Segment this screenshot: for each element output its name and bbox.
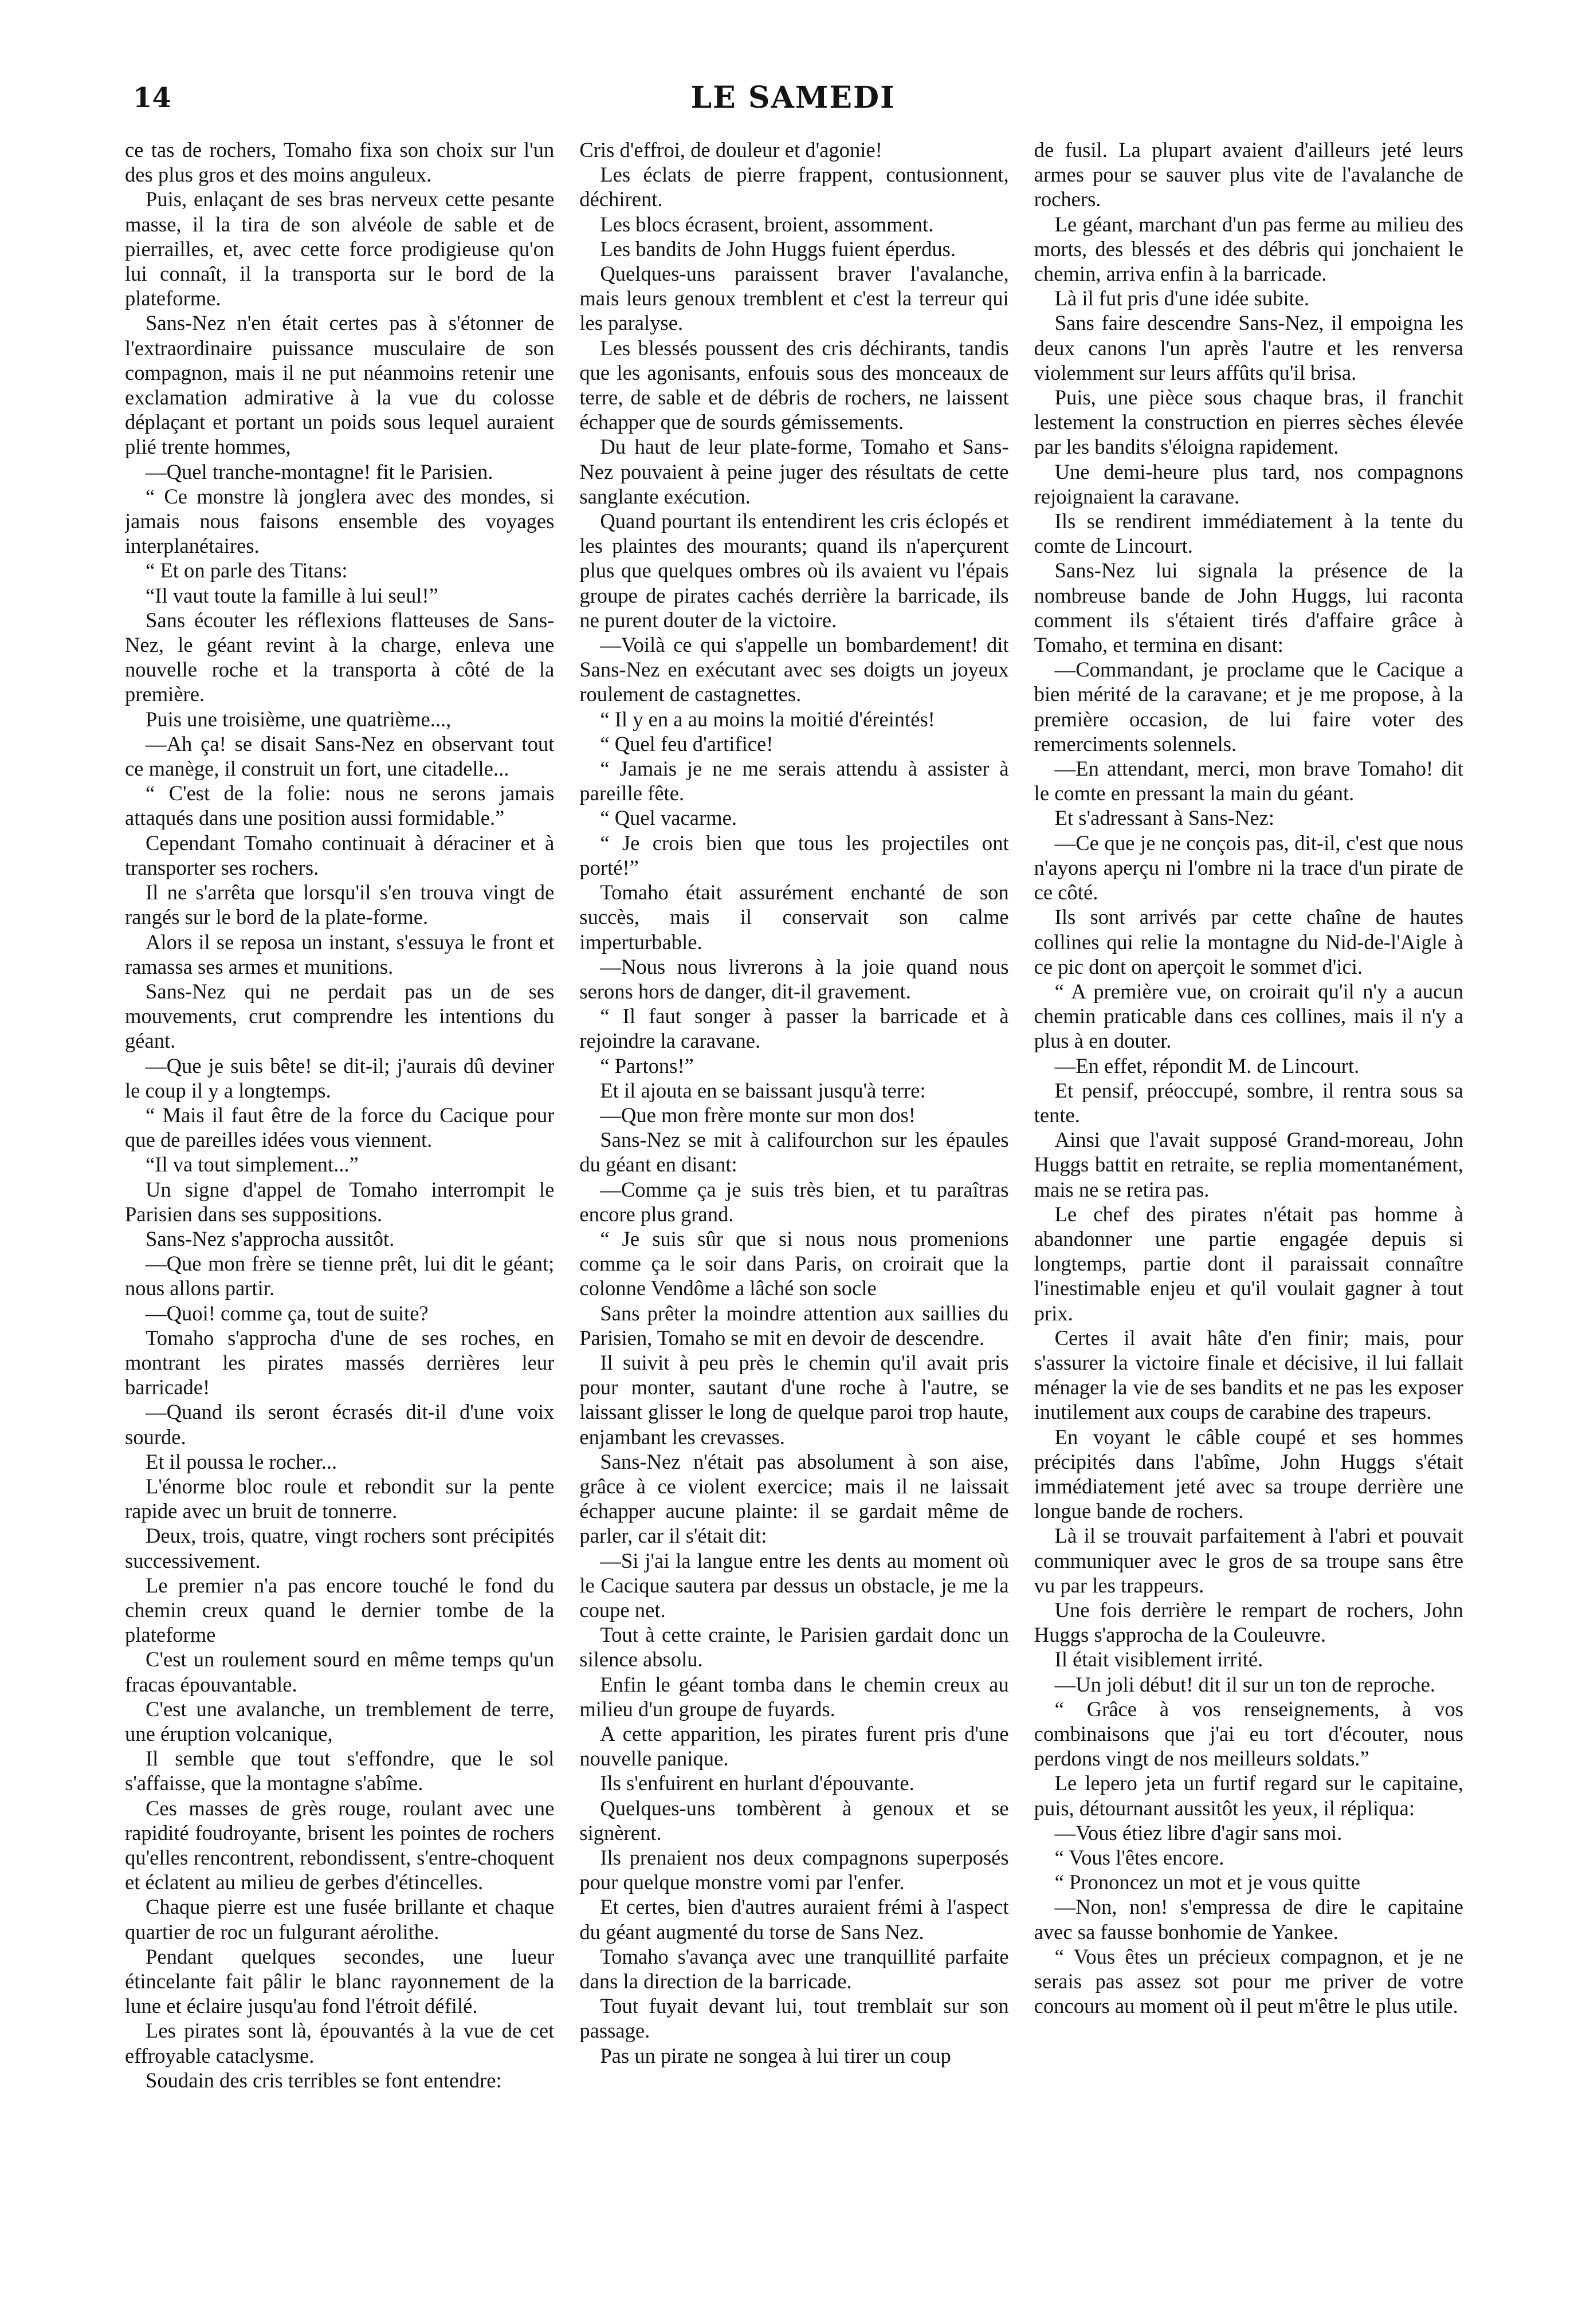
paragraph: “ Je suis sûr que si nous nous promenions comme ça le soir dans Paris, on croirait que la colonne Vendôme a lâché son socle [579,1226,1009,1300]
paragraph: —Ah ça! se disait Sans-Nez en observant tout ce manège, il construit un fort, une citadelle... [125,732,555,781]
paragraph: Et il ajouta en se baissant jusqu'à terre: [600,1078,926,1102]
paragraph: Ces masses de grès rouge, roulant avec une rapidité foudroyante, brisent les pointes de rochers qu'elles rencontrent, rebondissent, s'entre-choquent et éclatent au milieu de gerbes d'étincelles. [125,1796,555,1894]
text-column-1 [125,137,554,2309]
paragraph: “ Il y en a au moins la moitié d'éreintés! [600,707,935,731]
paragraph: —Quel tranche-montagne! fit le Parisien. [146,459,493,483]
paragraph: Ils se rendirent immédiatement à la tente du comte de Lincourt. [1034,509,1463,558]
paragraph: Pas un pirate ne songea à lui tirer un coup [600,2043,951,2067]
paragraph: C'est un roulement sourd en même temps qu'un fracas épouvantable. [125,1647,555,1696]
paragraph: Les pirates sont là, épouvantés à la vue de cet effroyable cataclysme. [125,2019,555,2067]
paragraph: —Quand ils seront écrasés dit-il d'une voix sourde. [125,1400,555,1449]
paragraph: Quelques-uns tombèrent à genoux et se signèrent. [579,1796,1009,1845]
paragraph: Quand pourtant ils entendirent les cris éclopés et les plaintes des mourants; quand ils n'aperçurent plus que quelques ombres où ils avaient vu l'épais groupe de pirates cachés derrière la barricade, ils ne purent douter de la victoire. [579,509,1009,632]
paragraph: Et certes, bien d'autres auraient frémi à l'aspect du géant augmenté du torse de Sans Nez. [579,1895,1009,1944]
paragraph: Deux, trois, quatre, vingt rochers sont précipités successivement. [125,1524,555,1572]
paragraph: Une demi-heure plus tard, nos compagnons rejoignaient la caravane. [1034,459,1463,508]
paragraph: ce tas de rochers, Tomaho fixa son choix sur l'un des plus gros et des moins anguleux. [125,138,555,187]
paragraph: Et pensif, préoccupé, sombre, il rentra sous sa tente. [1034,1078,1463,1127]
paragraph: —Vous étiez libre d'agir sans moi. [1054,1820,1342,1845]
paragraph: —Comme ça je suis très bien, et tu paraîtras encore plus grand. [579,1177,1009,1226]
paragraph: “ Ce monstre là jonglera avec des mondes, si jamais nous faisons ensemble des voyages interplanétaires. [125,484,555,558]
paragraph: Puis, enlaçant de ses bras nerveux cette pesante masse, il la tira de son alvéole de sable et de pierrailles, et, avec cette force prodigieuse qu'on lui connaît, il la transporta sur le bord de la plateforme. [125,187,555,310]
paragraph: —Un joli début! dit il sur un ton de reproche. [1054,1672,1436,1696]
paragraph: Tout fuyait devant lui, tout tremblait sur son passage. [579,1994,1009,2043]
paragraph: “ Vous êtes un précieux compagnon, et je ne serais pas assez sot pour me priver de votre concours au moment où il peut m'être le plus utile. [1034,1944,1463,2018]
paragraph: —En effet, répondit M. de Lincourt. [1054,1053,1360,1078]
paragraph: Les blocs écrasent, broient, assomment. [600,212,934,236]
paragraph: A cette apparition, les pirates furent pris d'une nouvelle panique. [579,1722,1009,1771]
paragraph: Ainsi que l'avait supposé Grand-moreau, John Huggs battit en retraite, se replia momentanément, mais ne se retira pas. [1034,1128,1463,1201]
paragraph: Enfin le géant tomba dans le chemin creux au milieu d'un groupe de fuyards. [579,1672,1009,1721]
paragraph: Ils prenaient nos deux compagnons superposés pour quelque monstre vomi par l'enfer. [579,1846,1009,1894]
paragraph: Sans-Nez n'en était certes pas à s'étonner de l'extraordinaire puissance musculaire de son compagnon, mais il ne put néanmoins retenir une exclamation admirative à la vue du colosse déplaçant et portant un poids sous lequel auraient plié trente hommes, [125,311,555,459]
paragraph: “ Mais il faut être de la force du Cacique pour que de pareilles idées vous viennent. [125,1103,555,1152]
paragraph: Un signe d'appel de Tomaho interrompit le Parisien dans ses suppositions. [125,1177,555,1226]
paragraph: Ils s'enfuirent en hurlant d'épouvante. [600,1771,914,1795]
paragraph: En voyant le câble coupé et ses hommes précipités dans l'abîme, John Huggs s'était immédiatement jeté avec sa troupe derrière une longue bande de rochers. [1034,1425,1463,1523]
paragraph: —Nous nous livrerons à la joie quand nous serons hors de danger, dit-il gravement. [579,954,1009,1003]
paragraph: L'énorme bloc roule et rebondit sur la pente rapide avec un bruit de tonnerre. [125,1474,555,1523]
paragraph: Cependant Tomaho continuait à déraciner et à transporter ses rochers. [125,831,555,879]
paragraph: Sans-Nez se mit à califourchon sur les épaules du géant en disant: [579,1128,1009,1177]
paragraph: Les éclats de pierre frappent, contusionnent, déchirent. [579,163,1009,211]
paragraph: Sans-Nez qui ne perdait pas un de ses mouvements, crut comprendre les intentions du géant. [125,979,555,1053]
paragraph: —Commandant, je proclame que le Cacique a bien mérité de la caravane; et je me propose, à la première occasion, de lui faire voter des remerciments solennels. [1034,658,1463,756]
paragraph: “ Je crois bien que tous les projectiles ont porté!” [579,831,1009,879]
paragraph: “ Il faut songer à passer la barricade et à rejoindre la caravane. [579,1004,1009,1053]
paragraph: Là il se trouvait parfaitement à l'abri et pouvait communiquer avec le gros de sa troupe sans être vu par les trappeurs. [1034,1524,1463,1597]
paragraph: Puis, une pièce sous chaque bras, il franchit lestement la construction en pierres sèches élevée par les bandits s'éloigna rapidement. [1034,386,1463,459]
paragraph: “Il vaut toute la famille à lui seul!” [146,583,438,607]
paragraph: Les blessés poussent des cris déchirants, tandis que les agonisants, enfouis sous des monceaux de terre, de sable et de débris de rochers, ne laissent échapper que de sourds gémissements. [579,336,1009,434]
paragraph: Puis une troisième, une quatrième..., [146,707,452,731]
paragraph: —En attendant, merci, mon brave Tomaho! dit le comte en pressant la main du géant. [1034,757,1463,805]
paragraph: “ Quel feu d'artifice! [600,732,774,756]
paragraph: —Quoi! comme ça, tout de suite? [146,1301,429,1325]
paragraph: —Que mon frère monte sur mon dos! [600,1103,916,1127]
paragraph: Sans-Nez n'était pas absolument à son aise, grâce à ce violent exercice; mais il ne laissait échapper aucune plainte: il se gardait même de parler, car il s'était dit: [579,1449,1009,1548]
paragraph: “ Partons!” [600,1053,694,1078]
paragraph: Sans écouter les réflexions flatteuses de Sans-Nez, le géant revint à la charge, enleva une nouvelle roche et la transporta à côté de la première. [125,608,555,706]
article-columns [125,137,1463,2309]
paragraph: Il semble que tout s'effondre, que le sol s'affaisse, que la montagne s'abîme. [125,1747,555,1795]
paragraph: Le premier n'a pas encore touché le fond du chemin creux quand le dernier tombe de la plateforme [125,1573,555,1647]
paragraph: Sans faire descendre Sans-Nez, il empoigna les deux canons l'un après l'autre et les renversa violemment sur leurs affûts qu'il brisa. [1034,311,1463,384]
paragraph: —Non, non! s'empressa de dire le capitaine avec sa fausse bonhomie de Yankee. [1034,1895,1463,1944]
paragraph: Cris d'effroi, de douleur et d'agonie! [579,138,882,162]
paragraph: Quelques-uns paraissent braver l'avalanche, mais leurs genoux tremblent et c'est la terreur qui les paralyse. [579,262,1009,335]
paragraph: Il suivit à peu près le chemin qu'il avait pris pour monter, sautant d'une roche à l'autre, se laissant glisser le long de quelque paroi trop haute, enjambant les crevasses. [579,1350,1009,1449]
paragraph: Sans-Nez s'approcha aussitôt. [146,1226,395,1251]
paragraph: Tomaho s'approcha d'une de ses roches, en montrant les pirates massés derrières leur barricade! [125,1326,555,1399]
paragraph: Et s'adressant à Sans-Nez: [1054,806,1275,830]
paragraph: Les bandits de John Huggs fuient éperdus. [600,237,956,261]
paragraph: Il ne s'arrêta que lorsqu'il s'en trouva vingt de rangés sur le bord de la plate-forme. [125,880,555,929]
paragraph: “ Grâce à vos renseignements, à vos combinaisons que j'ai eu tort d'écouter, nous perdons vingt de nos meilleurs soldats.” [1034,1697,1463,1771]
paragraph: Tomaho était assurément enchanté de son succès, mais il conservait son calme imperturbable. [579,880,1009,954]
paragraph: “ Jamais je ne me serais attendu à assister à pareille fête. [579,757,1009,805]
paragraph: —Ce que je ne conçois pas, dit-il, c'est que nous n'ayons aperçu ni l'ombre ni la trace d'un pirate de ce côté. [1034,831,1463,905]
paragraph: Pendant quelques secondes, une lueur étincelante fait pâlir le blanc rayonnement de la lune et éclaire jusqu'au fond l'étroit défilé. [125,1944,555,2018]
paragraph: Certes il avait hâte d'en finir; mais, pour s'assurer la victoire finale et décisive, il lui fallait ménager la vie de ses bandits et ne pas les exposer inutilement aux coups de carabine des trapeurs. [1034,1326,1463,1424]
paragraph: —Si j'ai la langue entre les dents au moment où le Cacique sautera par dessus un obstacle, je me la coupe net. [579,1548,1009,1622]
paragraph: C'est une avalanche, un tremblement de terre, une éruption volcanique, [125,1697,555,1745]
page-number: 14 [133,82,171,114]
paragraph: Le géant, marchant d'un pas ferme au milieu des morts, des blessés et des débris qui jonchaient le chemin, arriva enfin à la barricade. [1034,212,1463,286]
paragraph: Chaque pierre est une fusée brillante et chaque quartier de roc un fulgurant aérolithe. [125,1895,555,1944]
text-column-3 [1034,137,1463,2309]
paragraph: Sans-Nez lui signala la présence de la nombreuse bande de John Huggs, lui raconta comment ils s'étaient tirés d'affaire grâce à Tomaho, et termina en disant: [1034,559,1463,657]
paragraph: —Que mon frère se tienne prêt, lui dit le géant; nous allons partir. [125,1252,555,1300]
paragraph: Tomaho s'avança avec une tranquillité parfaite dans la direction de la barricade. [579,1944,1009,1993]
paragraph: “ C'est de la folie: nous ne serons jamais attaqués dans une position aussi formidable.” [125,781,555,830]
paragraph: Tout à cette crainte, le Parisien gardait donc un silence absolu. [579,1623,1009,1672]
paragraph: Le chef des pirates n'était pas homme à abandonner une partie engagée depuis si longtemps, partie dont il paraissait connaître l'inestimable enjeu et qu'il voulait gagner à tout prix. [1034,1202,1463,1325]
paragraph: Alors il se reposa un instant, s'essuya le front et ramassa ses armes et munitions. [125,930,555,978]
paragraph: “ Quel vacarme. [600,806,737,830]
paragraph: “ A première vue, on croirait qu'il n'y a aucun chemin praticable dans ces collines, mais il n'y a plus à en douter. [1034,979,1463,1053]
paragraph: Ils sont arrivés par cette chaîne de hautes collines qui relie la montagne du Nid-de-l'Aigle à ce pic dont on aperçoit le sommet d'ici. [1034,905,1463,978]
paragraph: —Que je suis bête! se dit-il; j'aurais dû deviner le coup il y a longtemps. [125,1053,555,1102]
paragraph: Le lepero jeta un furtif regard sur le capitaine, puis, détournant aussitôt les yeux, il répliqua: [1034,1771,1463,1820]
paragraph: “ Prononcez un mot et je vous quitte [1054,1870,1360,1894]
paragraph: Du haut de leur plate-forme, Tomaho et Sans-Nez pouvaient à peine juger des résultats de cette sanglante exécution. [579,435,1009,508]
paragraph: Et il poussa le rocher... [146,1449,337,1473]
paragraph: “ Vous l'êtes encore. [1054,1846,1224,1870]
journal-title: LE SAMEDI [690,80,896,115]
paragraph: Une fois derrière le rempart de rochers, John Huggs s'approcha de la Couleuvre. [1034,1598,1463,1647]
text-column-2 [579,137,1008,2309]
paragraph: Sans prêter la moindre attention aux saillies du Parisien, Tomaho se mit en devoir de descendre. [579,1301,1009,1350]
paragraph: “Il va tout simplement...” [146,1153,359,1177]
paragraph: Soudain des cris terribles se font entendre: [146,2068,502,2092]
paragraph: —Voilà ce qui s'appelle un bombardement! dit Sans-Nez en exécutant avec ses doigts un joyeux roulement de castagnettes. [579,633,1009,706]
paragraph: “ Et on parle des Titans: [146,559,348,583]
paragraph: Il était visiblement irrité. [1054,1647,1263,1672]
paragraph: Là il fut pris d'une idée subite. [1054,286,1310,310]
paragraph: de fusil. La plupart avaient d'ailleurs jeté leurs armes pour se sauver plus vite de l'avalanche de rochers. [1034,138,1463,211]
